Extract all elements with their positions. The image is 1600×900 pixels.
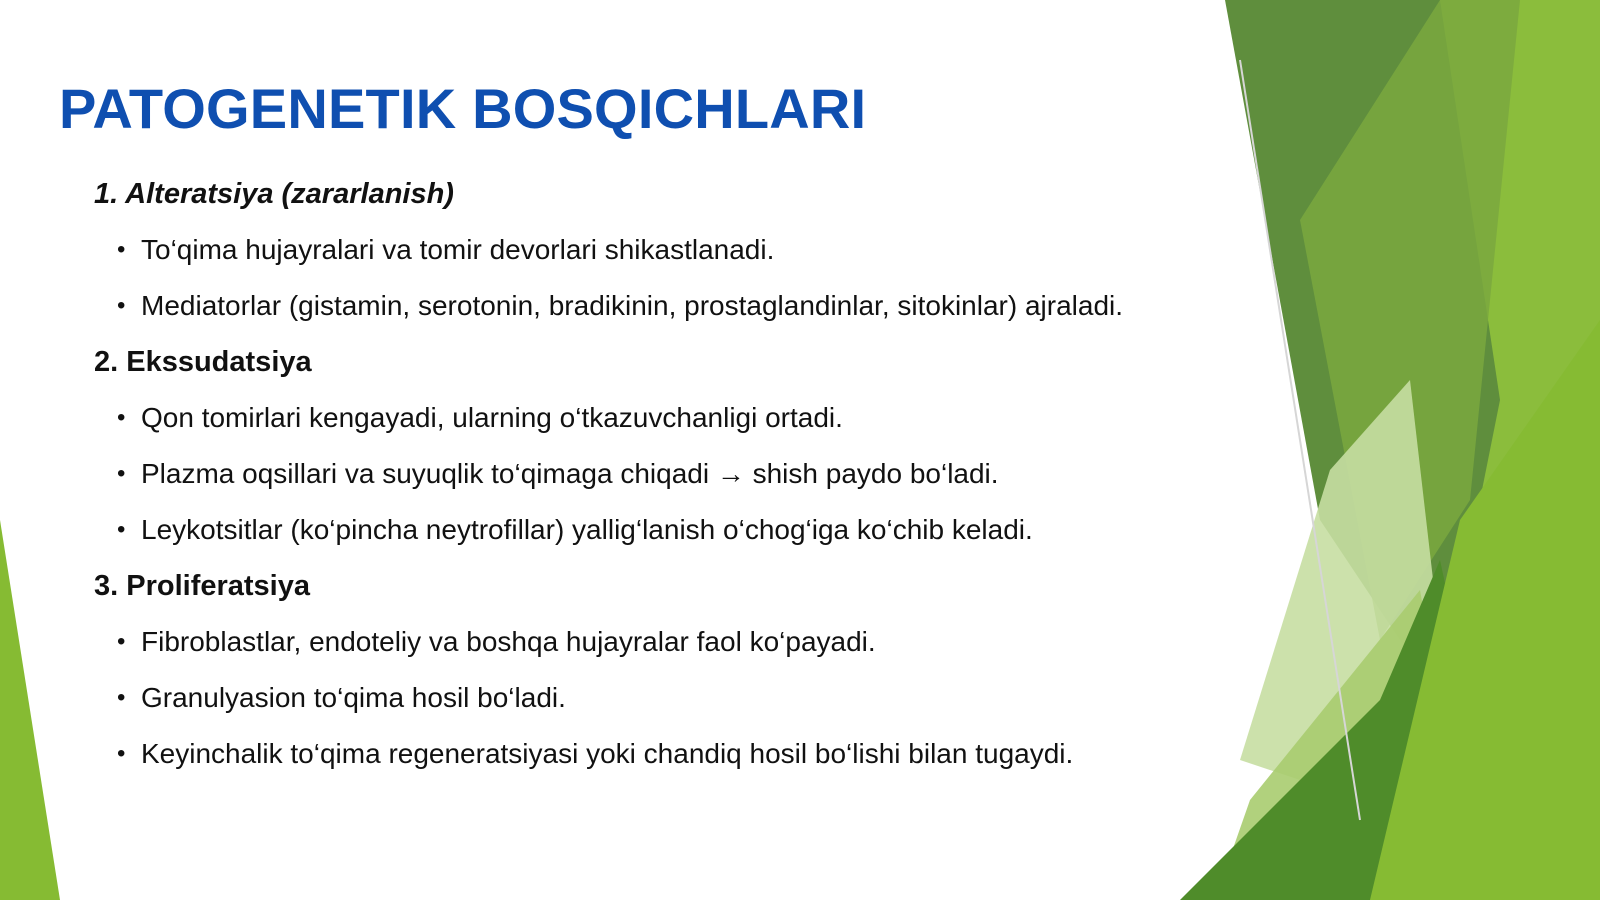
bullet-text: Granulyasion to‘qima hosil bo‘ladi.	[141, 682, 566, 713]
bullet-text: Plazma oqsillari va suyuqlik to‘qimaga chiqadi → shish paydo bo‘ladi.	[141, 458, 999, 489]
bullet-dot-icon: •	[117, 404, 126, 431]
bullet-item	[94, 726, 1214, 782]
bullet-list	[94, 390, 1214, 558]
bullet-text: Leykotsitlar (ko‘pincha neytrofillar) yallig‘lanish o‘chog‘iga ko‘chib keladi.	[141, 514, 1033, 545]
section-heading: 1. Alteratsiya (zararlanish)	[94, 178, 454, 210]
bullet-item	[94, 446, 1214, 502]
bullet-dot-icon: •	[117, 516, 126, 543]
bullet-item	[94, 502, 1214, 558]
bullet-dot-icon: •	[117, 236, 126, 263]
deco-left-green-sliver	[0, 520, 60, 900]
bullet-item	[94, 390, 1214, 446]
bullet-item	[94, 614, 1214, 670]
bullet-text: Qon tomirlari kengayadi, ularning o‘tkazuvchanligi ortadi.	[141, 402, 843, 433]
slide-content	[94, 166, 1214, 782]
section-ekssudatsiya	[94, 334, 1214, 558]
bullet-text: Mediatorlar (gistamin, serotonin, bradikinin, prostaglandinlar, sitokinlar) ajraladi.	[141, 290, 1124, 321]
bullet-dot-icon: •	[117, 460, 126, 487]
slide-title: PATOGENETIK BOSQICHLARI	[59, 77, 867, 140]
bullet-dot-icon: •	[117, 292, 126, 319]
bullet-dot-icon: •	[117, 740, 126, 767]
bullet-list	[94, 222, 1214, 334]
bullet-text: Keyinchalik to‘qima regeneratsiyasi yoki chandiq hosil bo‘lishi bilan tugaydi.	[141, 738, 1074, 769]
bullet-list	[94, 614, 1214, 782]
bullet-dot-icon: •	[117, 684, 126, 711]
bullet-dot-icon: •	[117, 628, 126, 655]
section-heading: 2. Ekssudatsiya	[94, 346, 312, 378]
bullet-item	[94, 670, 1214, 726]
section-alteratsiya	[94, 166, 1214, 334]
bullet-item	[94, 222, 1214, 278]
bullet-item	[94, 278, 1214, 334]
section-heading: 3. Proliferatsiya	[94, 570, 310, 602]
bullet-text: Fibroblastlar, endoteliy va boshqa hujayralar faol ko‘payadi.	[141, 626, 876, 657]
bullet-text: To‘qima hujayralari va tomir devorlari shikastlanadi.	[141, 234, 775, 265]
section-proliferatsiya	[94, 558, 1214, 782]
